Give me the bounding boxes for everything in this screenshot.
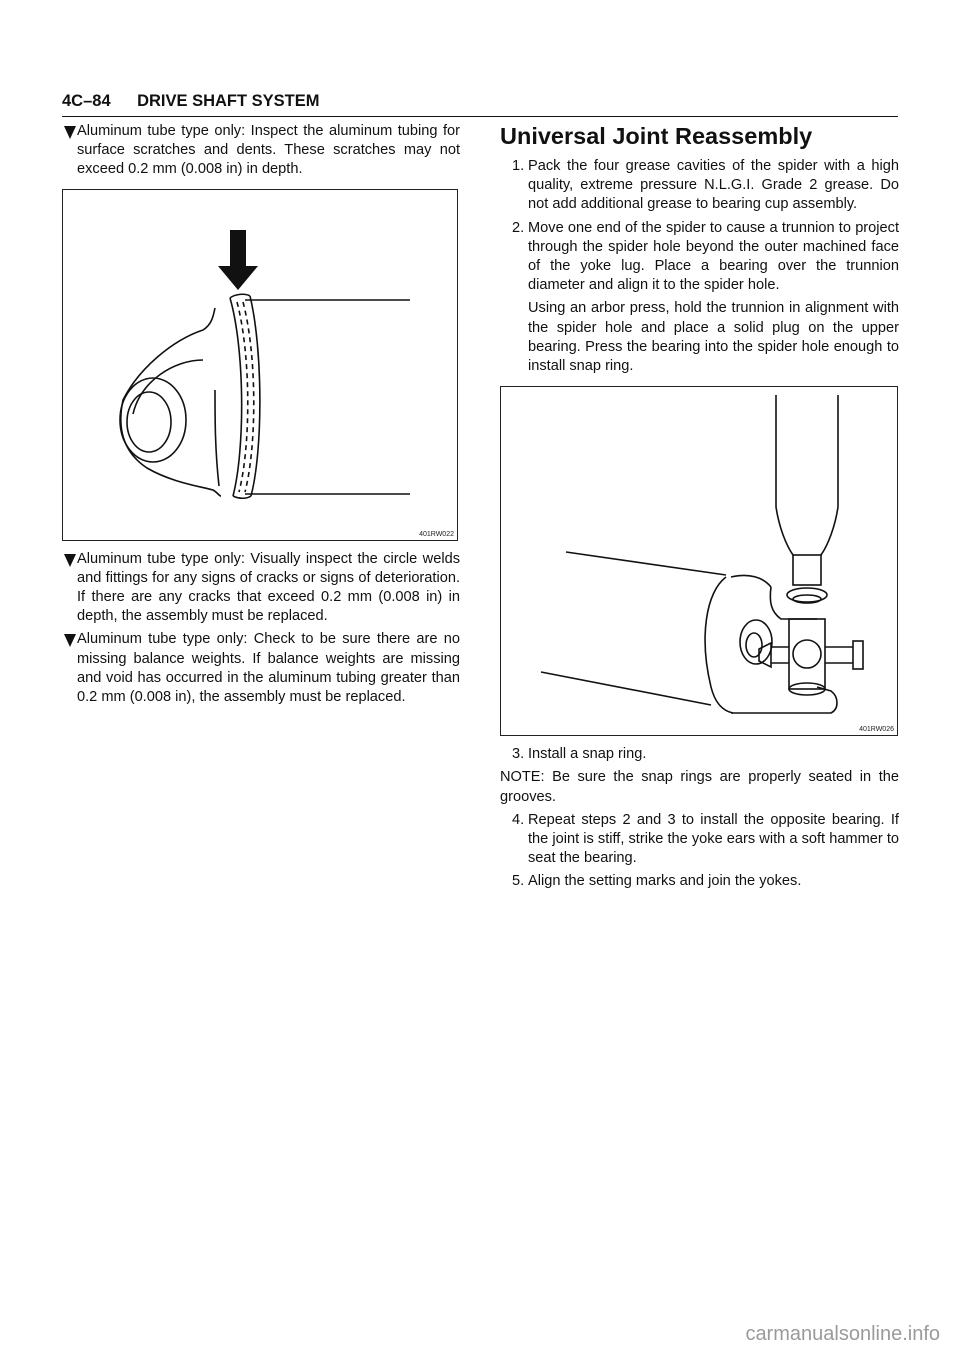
- step-number: 5.: [512, 873, 525, 890]
- note-text: NOTE: Be sure the snap rings are properly seated in the grooves.: [500, 769, 899, 805]
- bullet-item: [62, 630, 460, 707]
- section-title: DRIVE SHAFT SYSTEM: [137, 92, 320, 110]
- step-text: Move one end of the spider to cause a trunnion to project through the spider hole beyond the outer machined face of the yoke lug. Place a bearing over the trunnion diameter and align it to the spider hole.: [528, 219, 899, 294]
- step-subtext: Using an arbor press, hold the trunnion in alignment with the spider hole and place a solid plug on the upper bearing. Press the bearing into the spider hole enough to install snap ring.: [528, 300, 899, 375]
- step-text: Pack the four grease cavities of the spider with a high quality, extreme pressure N.L.G.I. Grade 2 grease. Do not add additional grease to bearing cup assembly.: [528, 158, 899, 213]
- step-text: Install a snap ring.: [528, 746, 647, 763]
- step-item: [500, 811, 899, 869]
- bullet-text: Aluminum tube type only: Visually inspect the circle welds and fittings for any signs of cracks or signs of deterioration. If there are any cracks that exceed 0.2 mm (0.008 in) in depth, the assembly must be replaced.: [77, 550, 460, 625]
- arrow-down-icon: [218, 230, 258, 290]
- bullet-item: [62, 550, 460, 627]
- step-item: [500, 219, 899, 296]
- figure-code: 401RW022: [419, 530, 454, 538]
- page-number: 4C–84: [62, 92, 111, 110]
- figure-tube-inspection: [62, 189, 458, 541]
- step-number: 1.: [512, 158, 525, 174]
- figure-arbor-press: [500, 386, 898, 736]
- bullet-text: Aluminum tube type only: Check to be sure there are no missing balance weights. If balance weights are missing and void has occurred in the aluminum tubing greater than 0.2 mm (0.008 in), the assembly must be replaced.: [77, 631, 460, 706]
- right-column: [500, 122, 899, 896]
- step-item: [500, 872, 899, 891]
- arbor-press-illustration: [501, 387, 897, 735]
- watermark: carmanualsonline.info: [745, 1323, 940, 1345]
- step-number: 2.: [512, 219, 525, 236]
- step-text: Align the setting marks and join the yokes.: [528, 873, 802, 890]
- bullet-triangle-icon: [64, 554, 76, 567]
- bullet-text: Aluminum tube type only: Inspect the aluminum tubing for surface scratches and dents. These scratches may not exceed 0.2 mm (0.008 in) in depth.: [77, 123, 460, 178]
- step-number: 4.: [512, 811, 525, 828]
- bullet-item: [62, 122, 460, 180]
- figure-code: 401RW026: [859, 726, 894, 734]
- step-number: 3.: [512, 746, 525, 763]
- step-item: [500, 745, 899, 764]
- page-header: [62, 92, 898, 117]
- tube-yoke-illustration: [63, 190, 457, 540]
- step-item: [500, 157, 899, 215]
- bullet-triangle-icon: [64, 634, 76, 647]
- left-column: [62, 122, 460, 707]
- step-text: Repeat steps 2 and 3 to install the opposite bearing. If the joint is stiff, strike the yoke ears with a soft hammer to seat the bearing.: [528, 811, 899, 867]
- bullet-triangle-icon: [64, 126, 76, 139]
- section-heading: Universal Joint Reassembly: [500, 123, 813, 149]
